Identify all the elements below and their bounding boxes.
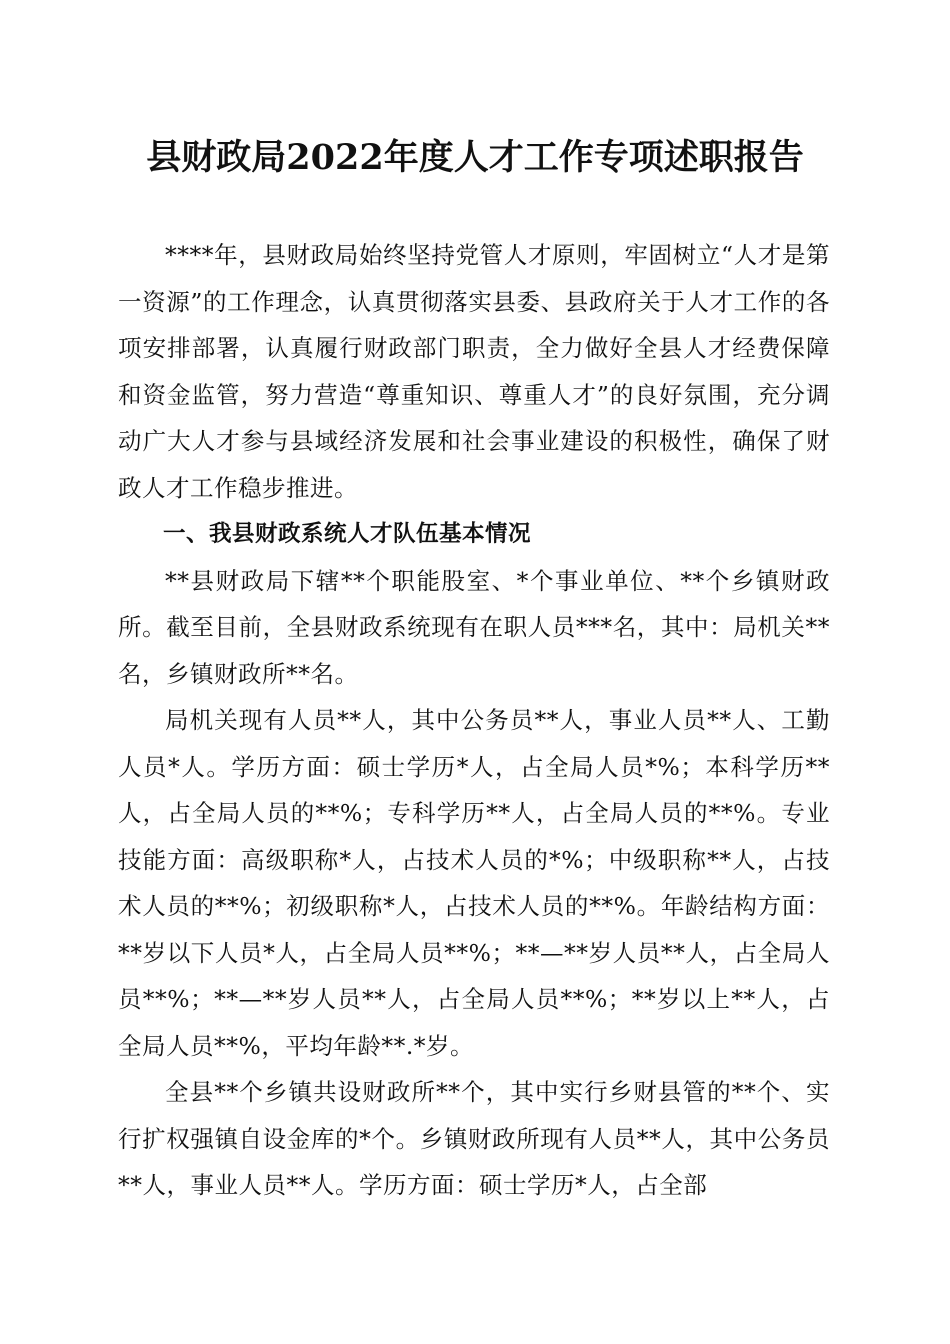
overview-paragraph: **县财政局下辖**个职能股室、*个事业单位、**个乡镇财政所。截至目前，全县财政系统现有在职人员***名，其中：局机关**名，乡镇财政所**名。 [118,566,830,688]
intro-paragraph: ****年，县财政局始终坚持党管人才原则，牢固树立“人才是第一资源”的工作理念，认真贯彻落实县委、县政府关于人才工作的各项安排部署，认真履行财政部门职责，全力做好全县人才经费保障和资金监管，努力营造“尊重知识、尊重人才”的良好氛围，充分调动广大人才参与县域经济发展和社会事业建设的积极性，确保了财政人才工作稳步推进。 [118,241,830,502]
township-staff-paragraph: 全县**个乡镇共设财政所**个，其中实行乡财县管的**个、实行扩权强镇自设金库的*个。乡镇财政所现有人员**人，其中公务员**人，事业人员**人。学历方面：硕士学历*人，占全部 [118,1078,830,1199]
document-body [118,232,830,1209]
bureau-staff-paragraph: 局机关现有人员**人，其中公务员**人，事业人员**人、工勤人员*人。学历方面：硕士学历*人，占全局人员*%；本科学历**人，占全局人员的**%；专科学历**人，占全局人员的**%。专业技能方面：高级职称*人，占技术人员的*%；中级职称**人，占技术人员的**%；初级职称*人，占技术人员的**%。年龄结构方面：**岁以下人员*人，占全局人员**%；**—**岁人员**人，占全局人员**%；**—**岁人员**人，占全局人员**%；**岁以上**人，占全局人员**%，平均年龄**.*岁。 [118,706,830,1060]
document-title: 县财政局2022年度人才工作专项述职报告 [146,137,804,178]
section-heading: 一、我县财政系统人才队伍基本情况 [163,521,532,547]
